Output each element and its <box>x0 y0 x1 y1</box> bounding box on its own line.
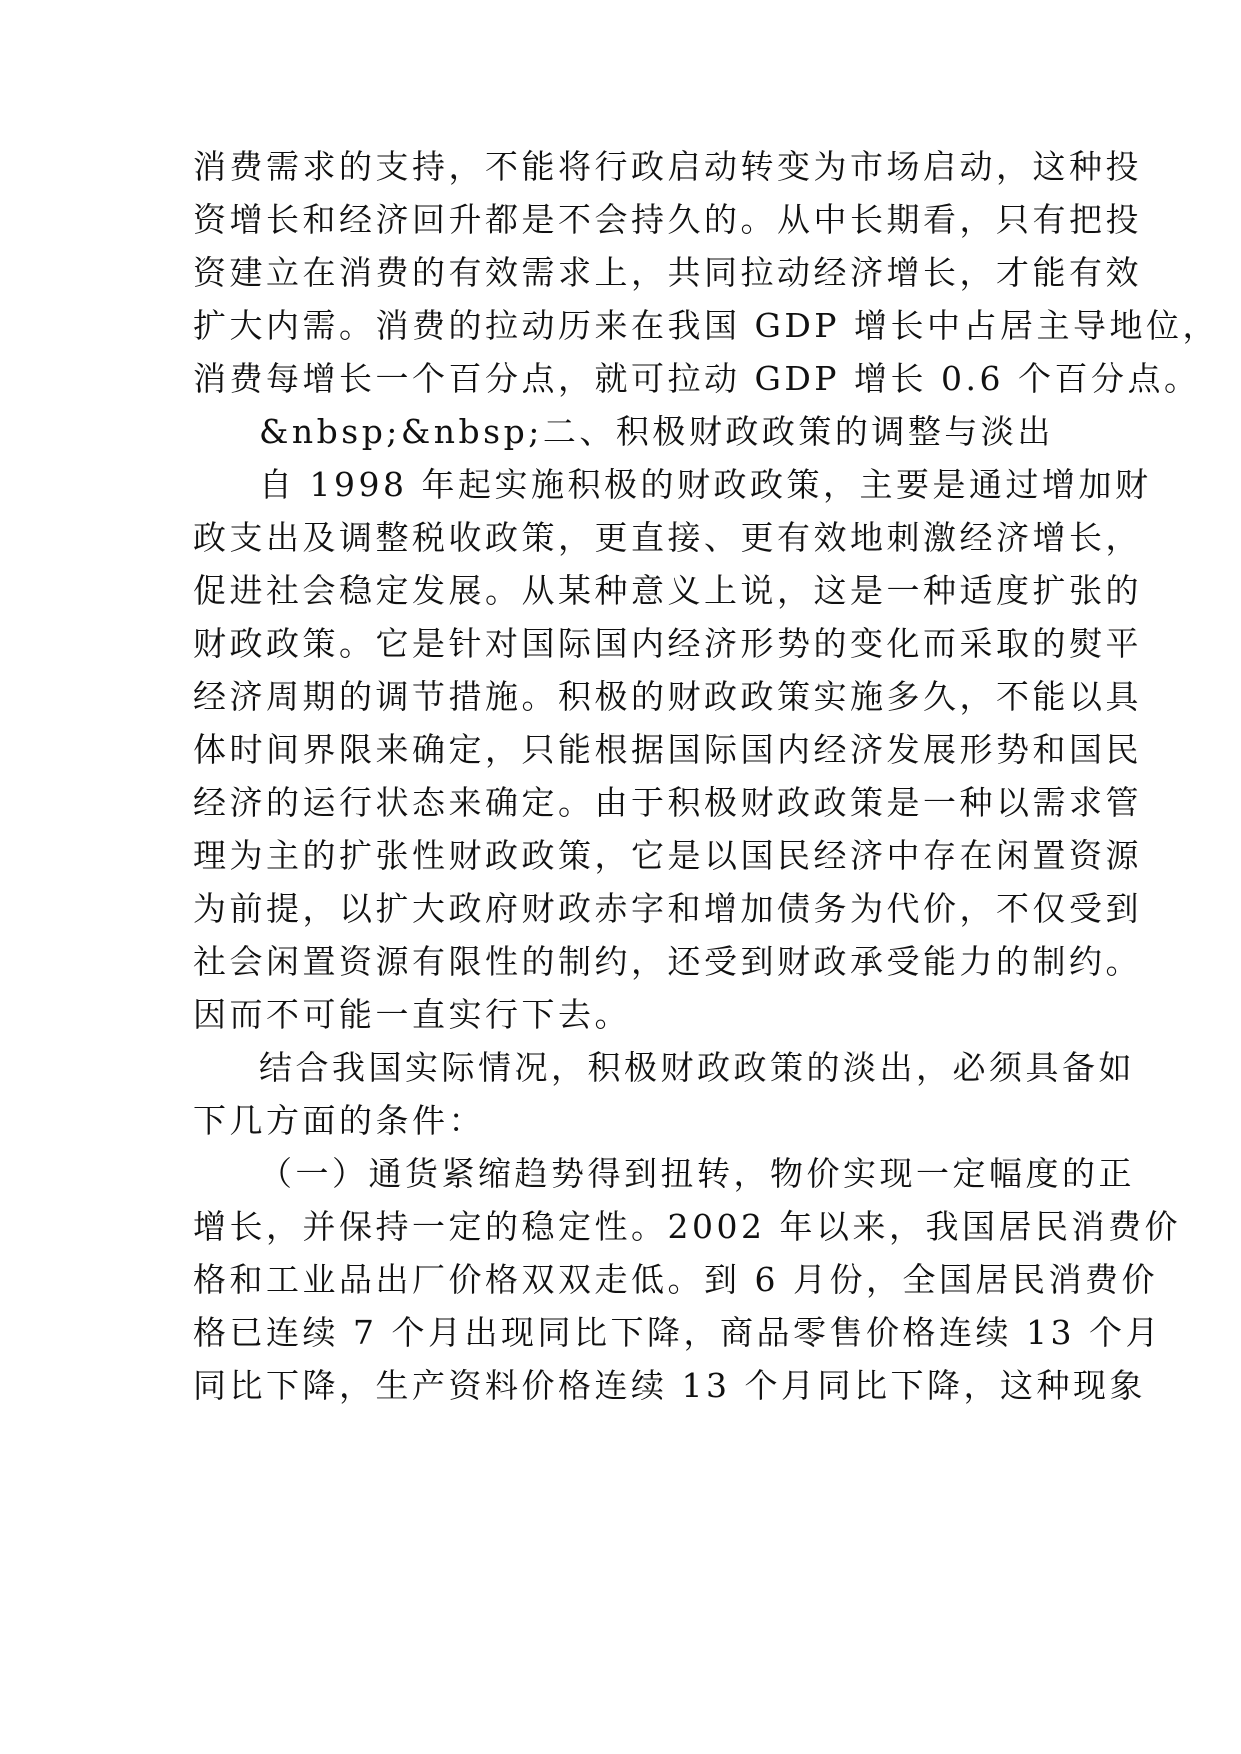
body-text-line: 社会闲置资源有限性的制约，还受到财政承受能力的制约。 <box>193 942 1142 981</box>
body-text-line: 因而不可能一直实行下去。 <box>193 995 631 1034</box>
body-text-line: 同比下降，生产资料价格连续 13 个月同比下降，这种现象 <box>193 1366 1146 1405</box>
body-text-line: 理为主的扩张性财政政策，它是以国民经济中存在闲置资源 <box>193 836 1142 875</box>
body-text-line: 财政政策。它是针对国际国内经济形势的变化而采取的熨平 <box>193 624 1142 663</box>
body-text-line: 扩大内需。消费的拉动历来在我国 GDP 增长中占居主导地位， <box>193 306 1220 345</box>
body-text-line: 为前提，以扩大政府财政赤字和增加债务为代价，不仅受到 <box>193 889 1142 928</box>
body-text-line: 经济周期的调节措施。积极的财政政策实施多久，不能以具 <box>193 677 1142 716</box>
paragraph-first-line: 结合我国实际情况，积极财政政策的淡出，必须具备如 <box>259 1048 1135 1087</box>
body-text-line: 体时间界限来确定，只能根据国际国内经济发展形势和国民 <box>193 730 1142 769</box>
body-text-line: 资建立在消费的有效需求上，共同拉动经济增长，才能有效 <box>193 253 1142 292</box>
body-text-line: 格和工业品出厂价格双双走低。到 6 月份，全国居民消费价 <box>193 1260 1158 1299</box>
body-text-line: 资增长和经济回升都是不会持久的。从中长期看，只有把投 <box>193 200 1142 239</box>
section-heading: &nbsp;&nbsp;二、积极财政政策的调整与淡出 <box>259 412 1054 451</box>
body-text-line: 政支出及调整税收政策，更直接、更有效地刺激经济增长， <box>193 518 1142 557</box>
body-text-line: 增长，并保持一定的稳定性。2002 年以来，我国居民消费价 <box>193 1207 1181 1246</box>
body-text-line: 经济的运行状态来确定。由于积极财政政策是一种以需求管 <box>193 783 1142 822</box>
body-text-line: 格已连续 7 个月出现同比下降，商品零售价格连续 13 个月 <box>193 1313 1162 1352</box>
body-text-line: 下几方面的条件： <box>193 1101 485 1140</box>
paragraph-first-line: （一）通货紧缩趋势得到扭转，物价实现一定幅度的正 <box>259 1154 1135 1193</box>
body-text-line: 消费需求的支持，不能将行政启动转变为市场启动，这种投 <box>193 147 1142 186</box>
body-text-line: 促进社会稳定发展。从某种意义上说，这是一种适度扩张的 <box>193 571 1142 610</box>
paragraph-first-line: 自 1998 年起实施积极的财政政策，主要是通过增加财 <box>259 465 1152 504</box>
body-text-line: 消费每增长一个百分点，就可拉动 GDP 增长 0.6 个百分点。 <box>193 359 1201 398</box>
